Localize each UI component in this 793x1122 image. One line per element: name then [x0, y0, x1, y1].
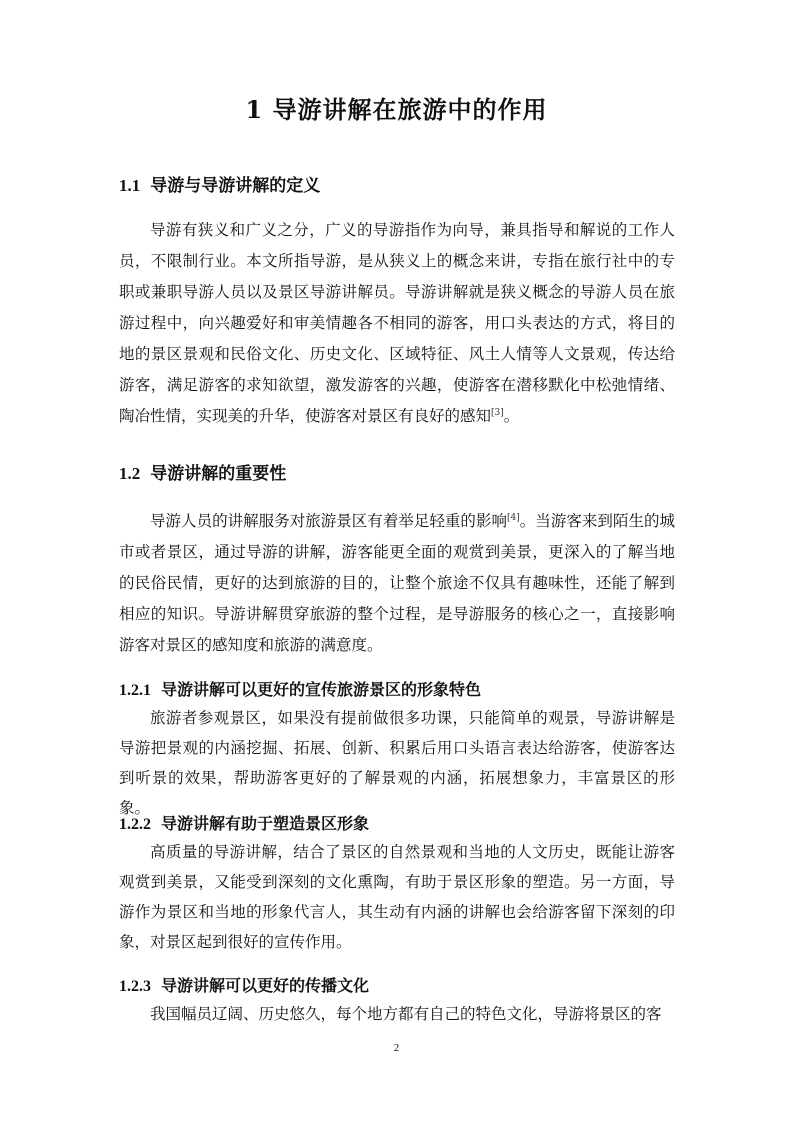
section-title: 导游与导游讲解的定义 — [150, 176, 321, 196]
citation-ref[interactable]: [3] — [491, 407, 504, 418]
section-heading — [119, 174, 320, 198]
page-number: 2 — [393, 1042, 400, 1054]
subsection-heading — [119, 974, 369, 999]
subsection-number: 1.2.1 — [119, 682, 151, 699]
section-number: 1.2 — [119, 464, 141, 483]
section-heading — [119, 462, 286, 486]
chapter-title: 1 导游讲解在旅游中的作用 — [245, 95, 548, 124]
paragraph: 我国幅员辽阔、历史悠久，每个地方都有自己的特色文化，导游将景区的客 — [150, 1005, 662, 1023]
subsection-number: 1.2.2 — [119, 816, 151, 833]
citation-ref[interactable]: [4] — [507, 512, 520, 523]
paragraph: 导游人员的讲解服务对旅游景区有着举足轻重的影响[4]。当游客来到陌生的城市或者景区，通过导游的讲解，游客能更全面的观赏到美景，更深入的了解当地的民俗民情，更好的达到旅游的目的，让整个旅途不仅具有趣味性，还能了解到相应的知识。导游讲解贯穿旅游的整个过程，是导游服务的核心之一，直接影响游客对景区的感知度和旅游的满意度。 — [119, 512, 675, 654]
subsection-heading — [119, 678, 481, 703]
subsection-title: 导游讲解可以更好的宣传旅游景区的形象特色 — [161, 680, 482, 699]
paragraph: 导游有狭义和广义之分，广义的导游指作为向导，兼具指导和解说的工作人员，不限制行业。本文所指导游，是从狭义上的概念来讲，专指在旅行社中的专职或兼职导游人员以及景区导游讲解员。导游讲解就是狭义概念的导游人员在旅游过程中，向兴趣爱好和审美情趣各不相同的游客，用口头表达的方式，将目的地的景区景观和民俗文化、历史文化、区域特征、风土人情等人文景观，传达给游客，满足游客的求知欲望，激发游客的兴趣，使游客在潜移默化中松弛情绪、陶冶性情，实现美的升华，使游客对景区有良好的感知[3]。 — [119, 221, 675, 425]
subsection-title: 导游讲解有助于塑造景区形象 — [161, 814, 370, 833]
subsection-number: 1.2.3 — [119, 978, 151, 995]
section-number: 1.1 — [119, 176, 141, 195]
section-title: 导游讲解的重要性 — [150, 464, 287, 484]
subsection-title: 导游讲解可以更好的传播文化 — [161, 976, 370, 995]
subsection-heading — [119, 812, 369, 837]
paragraph: 旅游者参观景区，如果没有提前做很多功课，只能简单的观景，导游讲解是导游把景观的内涵挖掘、拓展、创新、积累后用口头语言表达给游客，使游客达到听景的效果，帮助游客更好的了解景观的内涵，拓展想象力，丰富景区的形象。 — [119, 709, 675, 817]
paragraph: 高质量的导游讲解，结合了景区的自然景观和当地的人文历史，既能让游客观赏到美景，又能受到深刻的文化熏陶，有助于景区形象的塑造。另一方面，导游作为景区和当地的形象代言人，其生动有内涵的讲解也会给游客留下深刻的印象，对景区起到很好的宣传作用。 — [119, 843, 675, 951]
